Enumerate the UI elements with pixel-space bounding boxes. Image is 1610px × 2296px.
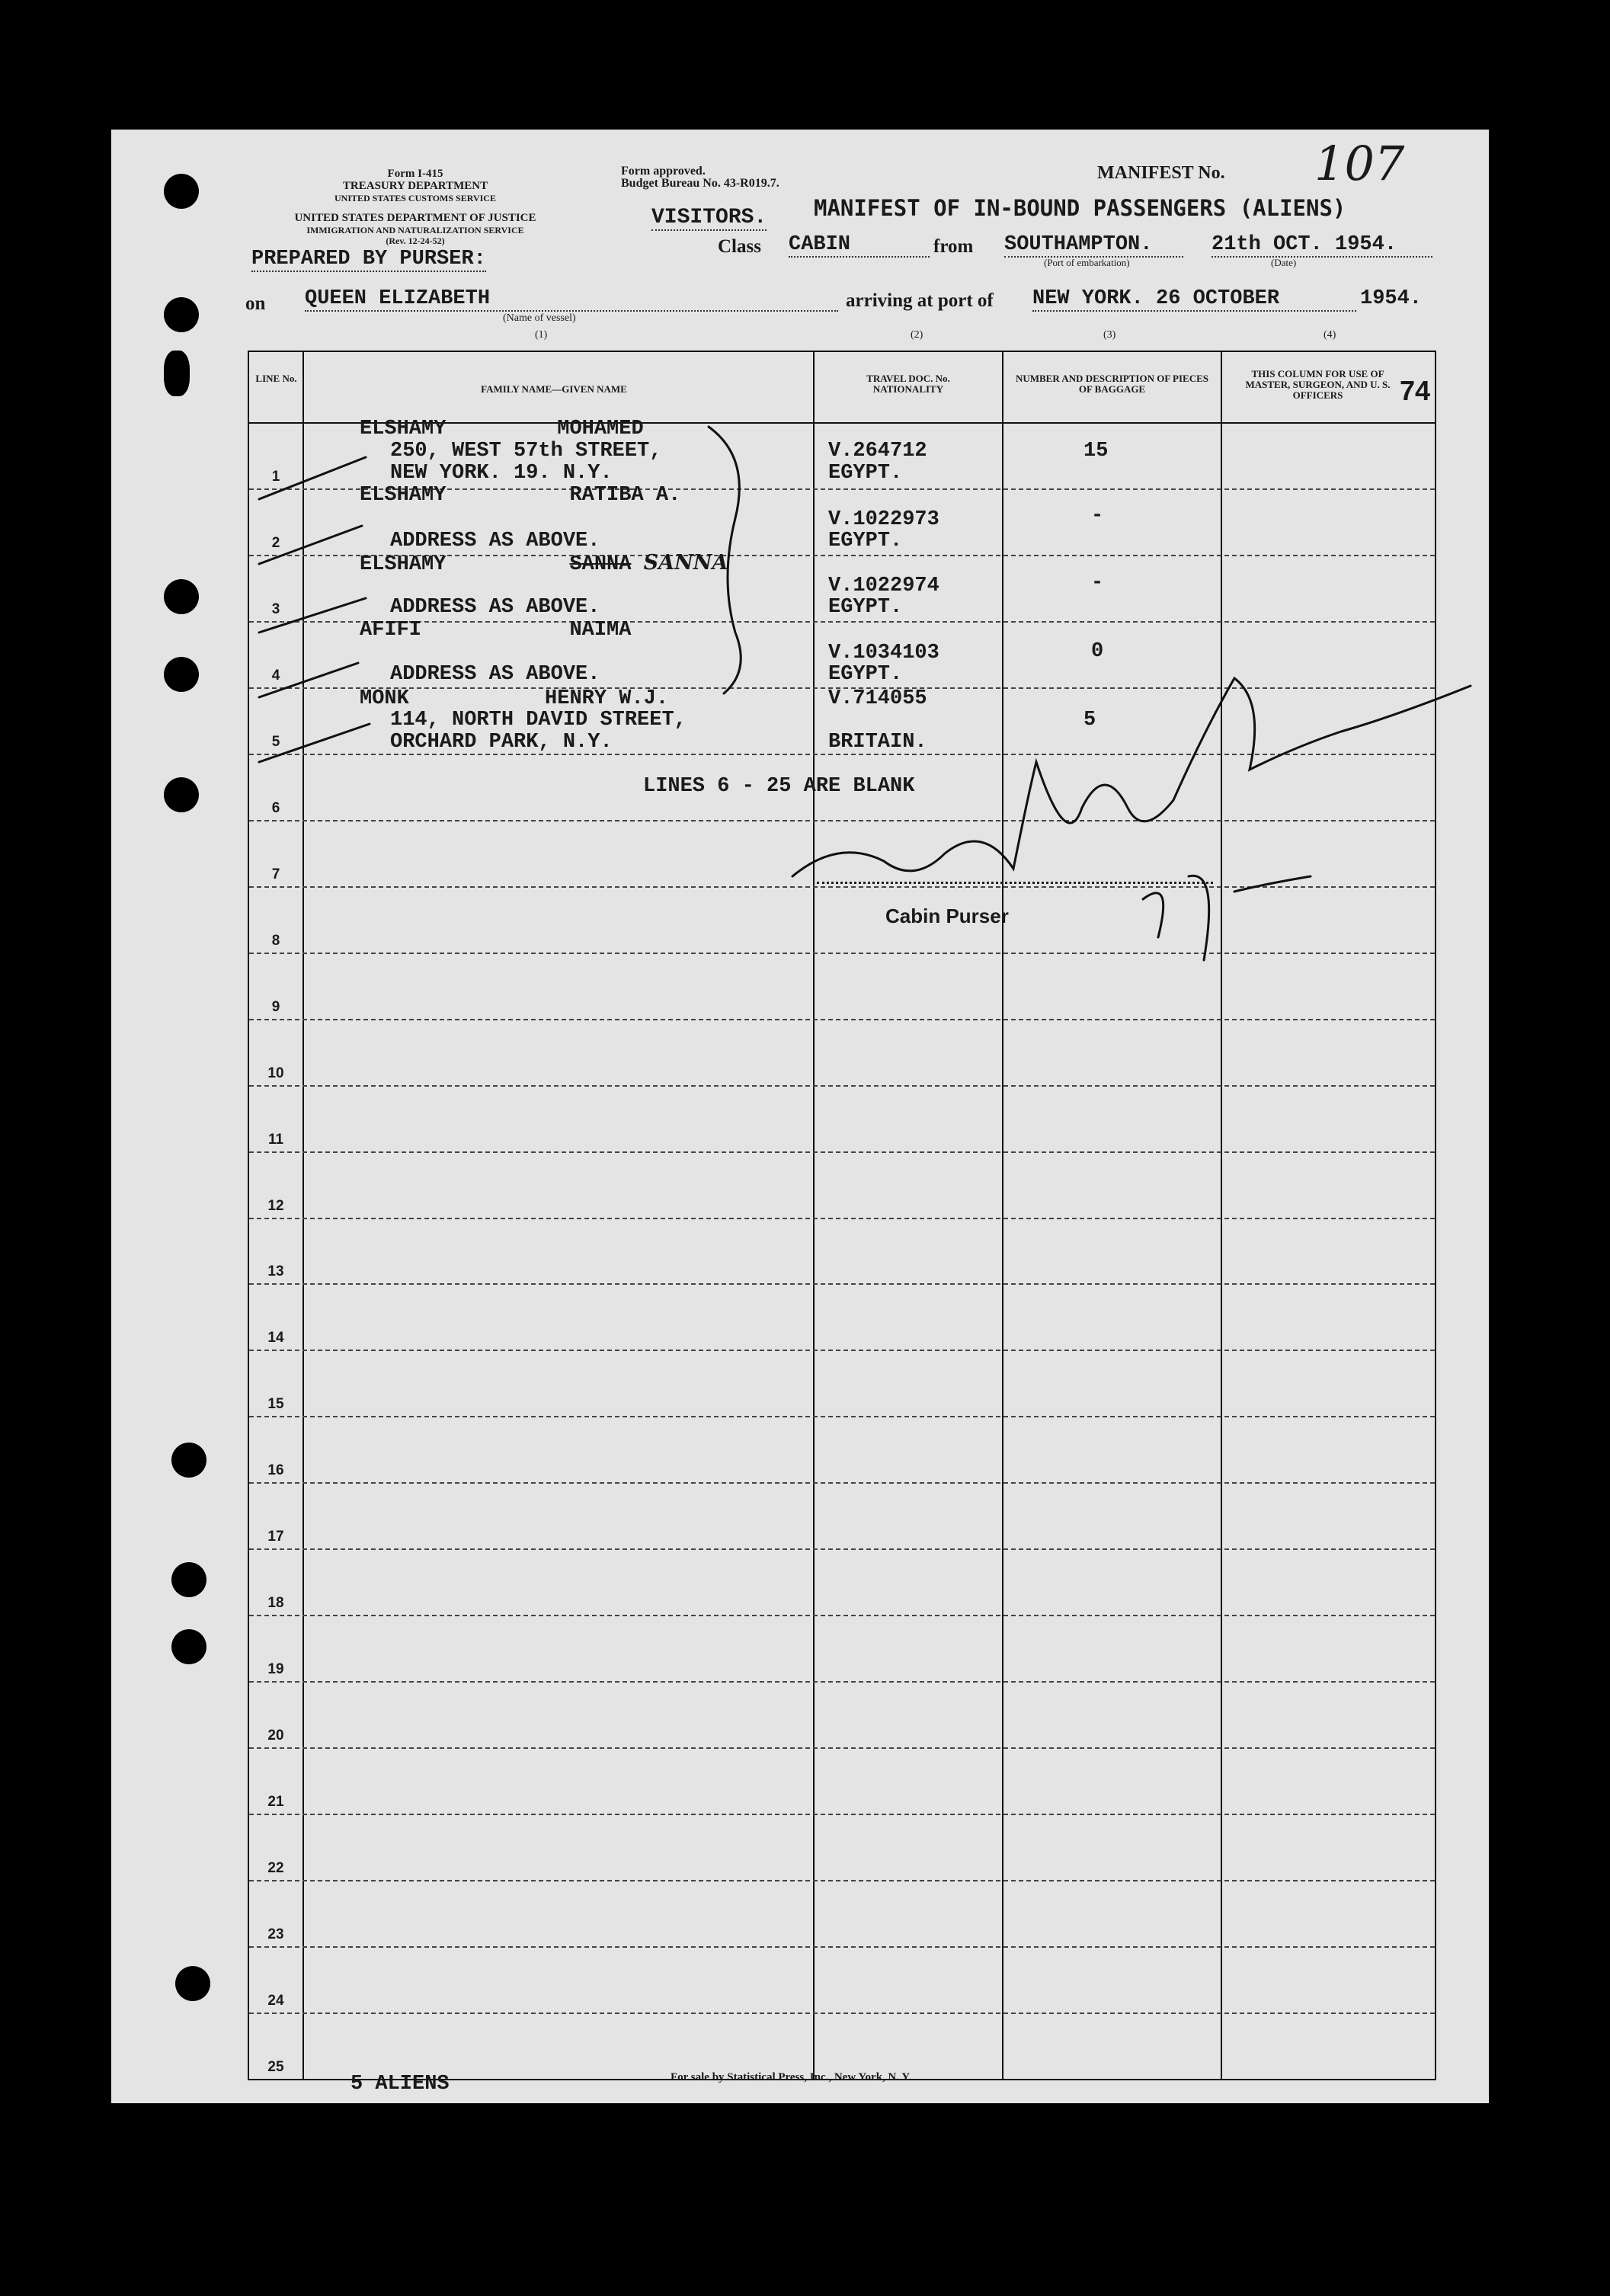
- passenger-5-nationality: BRITAIN.: [828, 731, 927, 754]
- customs-service: UNITED STATES CUSTOMS SERVICE: [334, 193, 496, 203]
- row-rule: [249, 2013, 1435, 2014]
- department-treasury: TREASURY DEPARTMENT: [342, 180, 488, 192]
- row-rule: [249, 1681, 1435, 1683]
- line-number: 24: [267, 1993, 284, 2009]
- passenger-2-name: ELSHAMY RATIBA A.: [360, 484, 681, 507]
- column-divider: [1002, 352, 1003, 2079]
- line-number: 2: [271, 534, 280, 551]
- passenger-5-baggage: 5: [1083, 709, 1096, 732]
- column-divider: [813, 352, 815, 2079]
- aliens-count: 5 ALIENS: [350, 2073, 450, 2096]
- column-divider: [302, 352, 304, 2079]
- visitors-label: VISITORS.: [651, 206, 767, 229]
- passenger-3-nationality: EGYPT.: [828, 596, 903, 619]
- passenger-1-baggage: 15: [1083, 440, 1109, 463]
- row-rule: [249, 953, 1435, 954]
- passenger-4-address: ADDRESS AS ABOVE.: [390, 663, 600, 686]
- form-revision: (Rev. 12-24-52): [386, 235, 445, 246]
- passenger-5-address: 114, NORTH DAVID STREET,: [390, 709, 687, 732]
- binder-hole: [164, 579, 199, 614]
- line-number: 5: [271, 733, 280, 750]
- purser-signature-line: [817, 882, 1213, 884]
- passenger-2-baggage: -: [1091, 504, 1104, 527]
- arrival-port-date: NEW YORK. 26 OCTOBER: [1032, 287, 1356, 312]
- row-rule: [249, 1416, 1435, 1417]
- blank-lines-note: LINES 6 - 25 ARE BLANK: [643, 775, 915, 798]
- line-number: 11: [267, 1131, 284, 1148]
- row-rule: [249, 1814, 1435, 1815]
- port-of-embarkation: SOUTHAMPTON.: [1004, 233, 1183, 258]
- row-rule: [249, 1880, 1435, 1881]
- line-number: 10: [267, 1065, 284, 1081]
- port-caption: (Port of embarkation): [1044, 257, 1130, 268]
- passenger-1-nationality: EGYPT.: [828, 462, 903, 485]
- arrival-year: 1954.: [1360, 287, 1423, 310]
- header-officers: THIS COLUMN FOR USE OF MASTER, SURGEON, AND U. S. OFFICERS: [1245, 368, 1391, 401]
- line-number: 25: [267, 2059, 284, 2075]
- form-approved: Form approved.: [621, 165, 706, 178]
- line-number: 18: [267, 1595, 284, 1612]
- row-rule: [249, 1283, 1435, 1285]
- row-rule: [249, 754, 1435, 755]
- row-rule: [249, 1615, 1435, 1616]
- row-rule: [249, 820, 1435, 821]
- passenger-3-baggage: -: [1091, 572, 1104, 594]
- binder-hole: [171, 1443, 206, 1478]
- binder-hole: [164, 777, 199, 812]
- header-line-no: LINE No.: [255, 373, 297, 384]
- row-rule: [249, 1019, 1435, 1020]
- passenger-4-nationality: EGYPT.: [828, 663, 903, 686]
- struck-given-name: SANNA: [569, 553, 632, 576]
- binder-hole: [164, 351, 190, 396]
- line-number: 21: [267, 1794, 284, 1811]
- row-rule: [249, 1085, 1435, 1087]
- passenger-table: [248, 351, 1436, 2080]
- manifest-no-value: 107: [1314, 136, 1405, 191]
- line-number: 20: [267, 1728, 284, 1744]
- line-number: 8: [271, 932, 280, 949]
- binder-hole: [164, 297, 199, 332]
- manifest-title: MANIFEST OF IN-BOUND PASSENGERS (ALIENS): [814, 195, 1346, 221]
- row-rule: [249, 1946, 1435, 1948]
- officers-mark: 74: [1400, 375, 1431, 406]
- line-number: 7: [271, 866, 280, 882]
- vessel-name: QUEEN ELIZABETH: [305, 287, 838, 312]
- arriving-label: arriving at port of: [846, 290, 994, 311]
- vessel-caption: (Name of vessel): [503, 312, 576, 324]
- row-rule: [249, 1151, 1435, 1153]
- passenger-1-name: ELSHAMY MOHAMED: [360, 418, 644, 440]
- from-label: from: [933, 236, 974, 257]
- passenger-1-doc: V.264712: [828, 440, 927, 463]
- column-caption-1: (1): [535, 329, 548, 341]
- class-label: Class: [718, 236, 761, 257]
- passenger-3-doc: V.1022974: [828, 575, 939, 597]
- passenger-4-baggage: 0: [1091, 640, 1104, 663]
- line-number: 3: [271, 600, 280, 617]
- budget-bureau: Budget Bureau No. 43-R019.7.: [621, 177, 779, 190]
- row-rule: [249, 1548, 1435, 1550]
- row-rule: [249, 1350, 1435, 1351]
- passenger-1-address-city: NEW YORK. 19. N.Y.: [390, 462, 613, 485]
- passenger-3-name: ELSHAMY SANNA SANNA: [360, 551, 728, 576]
- passenger-4-name: AFIFI NAIMA: [360, 619, 632, 642]
- date-caption: (Date): [1271, 257, 1297, 268]
- passenger-3-address: ADDRESS AS ABOVE.: [390, 596, 600, 619]
- binder-hole: [171, 1629, 206, 1664]
- passenger-5-address-city: ORCHARD PARK, N.Y.: [390, 731, 613, 754]
- column-divider: [1221, 352, 1222, 2079]
- line-number: 22: [267, 1860, 284, 1877]
- passenger-2-nationality: EGYPT.: [828, 530, 903, 552]
- line-number: 9: [271, 998, 280, 1015]
- header-baggage: NUMBER AND DESCRIPTION OF PIECES OF BAGGAGE: [1015, 373, 1209, 395]
- passenger-2-address: ADDRESS AS ABOVE.: [390, 530, 600, 552]
- printer-imprint: For sale by Statistical Press, Inc., New York, N. Y.: [671, 2071, 912, 2083]
- passenger-1-address: 250, WEST 57th STREET,: [390, 440, 662, 463]
- line-number: 1: [271, 468, 280, 485]
- column-caption-4: (4): [1324, 329, 1336, 341]
- class-value: CABIN: [789, 233, 930, 258]
- line-number: 13: [267, 1263, 284, 1280]
- binder-hole: [164, 174, 199, 209]
- row-rule: [249, 886, 1435, 888]
- passenger-5-doc: V.714055: [828, 687, 927, 710]
- header-travel-doc: TRAVEL DOC. No. NATIONALITY: [866, 373, 950, 395]
- column-caption-2: (2): [911, 329, 923, 341]
- line-number: 12: [267, 1197, 284, 1214]
- form-number: Form I-415: [387, 168, 443, 180]
- binder-hole: [175, 1966, 210, 2001]
- row-rule: [249, 1482, 1435, 1484]
- passenger-4-doc: V.1034103: [828, 642, 939, 664]
- signature-title: Cabin Purser: [885, 905, 1009, 927]
- line-number: 19: [267, 1661, 284, 1678]
- department-justice: UNITED STATES DEPARTMENT OF JUSTICE: [294, 212, 536, 224]
- prepared-by-purser: PREPARED BY PURSER:: [251, 248, 486, 271]
- passenger-5-name: MONK HENRY W.J.: [360, 687, 669, 710]
- row-rule: [249, 1747, 1435, 1749]
- passenger-2-doc: V.1022973: [828, 508, 939, 531]
- line-number: 15: [267, 1396, 284, 1413]
- column-caption-3: (3): [1103, 329, 1116, 341]
- line-number: 17: [267, 1529, 284, 1545]
- manifest-no-label: MANIFEST No.: [1097, 163, 1225, 183]
- line-number: 23: [267, 1926, 284, 1943]
- on-label: on: [245, 293, 266, 314]
- binder-hole: [171, 1562, 206, 1597]
- line-number: 6: [271, 799, 280, 816]
- binder-hole: [164, 657, 199, 692]
- row-rule: [249, 1218, 1435, 1219]
- header-family-given-name: FAMILY NAME—GIVEN NAME: [481, 383, 627, 395]
- line-number: 16: [267, 1462, 284, 1479]
- embarkation-date: 21th OCT. 1954.: [1212, 233, 1432, 258]
- line-number: 14: [267, 1330, 284, 1347]
- line-number: 4: [271, 667, 280, 684]
- ins-service: IMMIGRATION AND NATURALIZATION SERVICE: [306, 225, 524, 235]
